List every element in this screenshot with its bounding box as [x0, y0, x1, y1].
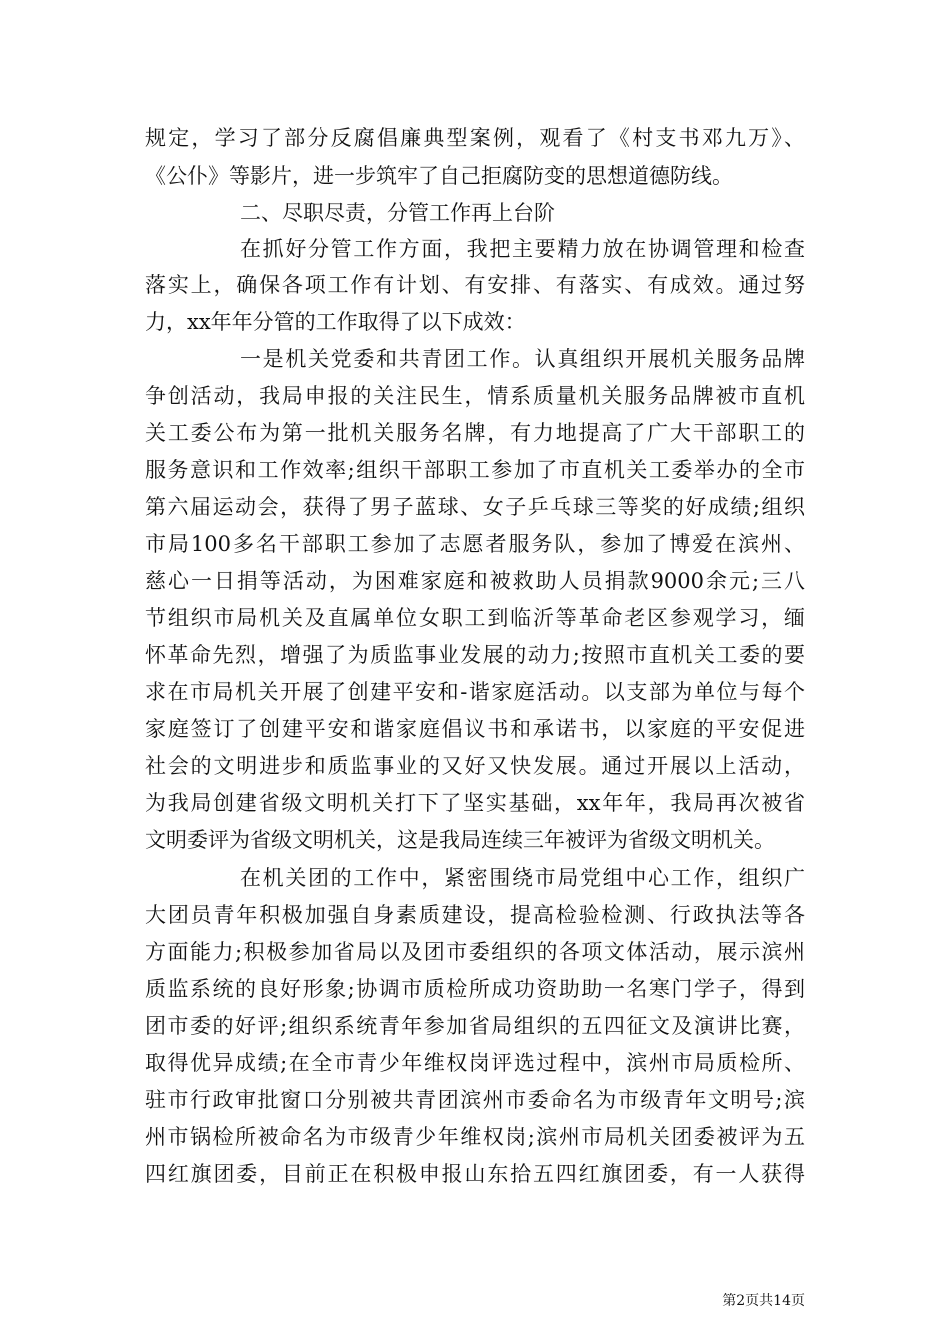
text-line: 落实上，确保各项工作有计划、有安排、有落实、有成效。通过努 — [145, 273, 805, 297]
text-line: 质监系统的良好形象;协调市质检所成功资助助一名寒门学子，得到 — [145, 977, 805, 1001]
text-line: 怀革命先烈，增强了为质监事业发展的动力;按照市直机关工委的要 — [145, 643, 805, 667]
text-line: 驻市行政审批窗口分别被共青团滨州市委命名为市级青年文明号;滨 — [145, 1088, 805, 1112]
text-line: 求在市局机关开展了创建平安和-谐家庭活动。以支部为单位与每个 — [145, 680, 805, 704]
text-line: 关工委公布为第一批机关服务名牌，有力地提高了广大干部职工的 — [145, 421, 805, 445]
text-line: 慈心一日捐等活动，为困难家庭和被救助人员捐款9000余元;三八 — [145, 569, 805, 593]
text-line: 在机关团的工作中，紧密围绕市局党组中心工作，组织广 — [240, 866, 805, 890]
text-line: 市局100多名干部职工参加了志愿者服务队，参加了博爱在滨州、 — [145, 532, 805, 556]
text-line: 第六届运动会，获得了男子蓝球、女子乒乓球三等奖的好成绩;组织 — [145, 495, 805, 519]
section-heading: 二、尽职尽责，分管工作再上台阶 — [240, 201, 555, 225]
text-line: 在抓好分管工作方面，我把主要精力放在协调管理和检查 — [240, 237, 805, 261]
text-line: 节组织市局机关及直属单位女职工到临沂等革命老区参观学习，缅 — [145, 606, 805, 630]
text-line: 力，xx年年分管的工作取得了以下成效： — [145, 310, 526, 334]
text-line: 社会的文明进步和质监事业的又好又快发展。通过开展以上活动， — [145, 754, 805, 778]
text-line: 为我局创建省级文明机关打下了坚实基础，xx年年，我局再次被省 — [145, 791, 805, 815]
text-line: 方面能力;积极参加省局以及团市委组织的各项文体活动，展示滨州 — [145, 940, 805, 964]
text-line: 团市委的好评;组织系统青年参加省局组织的五四征文及演讲比赛， — [145, 1014, 805, 1038]
text-line: 服务意识和工作效率;组织干部职工参加了市直机关工委举办的全市 — [145, 458, 805, 482]
text-line: 规定，学习了部分反腐倡廉典型案例，观看了《村支书邓九万》、 — [145, 126, 805, 150]
text-line: 一是机关党委和共青团工作。认真组织开展机关服务品牌 — [240, 347, 805, 371]
text-line: 州市锅检所被命名为市级青少年维权岗;滨州市局机关团委被评为五 — [145, 1125, 805, 1149]
text-line: 取得优异成绩;在全市青少年维权岗评选过程中，滨州市局质检所、 — [145, 1051, 805, 1075]
text-line: 家庭签订了创建平安和谐家庭倡议书和承诺书，以家庭的平安促进 — [145, 717, 805, 741]
text-line: 四红旗团委，目前正在积极申报山东拾五四红旗团委，有一人获得 — [145, 1162, 805, 1186]
page-number: 第2页共14页 — [722, 1293, 805, 1309]
text-line: 争创活动，我局申报的关注民生，情系质量机关服务品牌被市直机 — [145, 384, 805, 408]
text-line: 《公仆》等影片，进一步筑牢了自己拒腐防变的思想道德防线。 — [145, 164, 733, 188]
text-line: 文明委评为省级文明机关，这是我局连续三年被评为省级文明机关。 — [145, 828, 775, 852]
text-line: 大团员青年积极加强自身素质建设，提高检验检测、行政执法等各 — [145, 903, 805, 927]
